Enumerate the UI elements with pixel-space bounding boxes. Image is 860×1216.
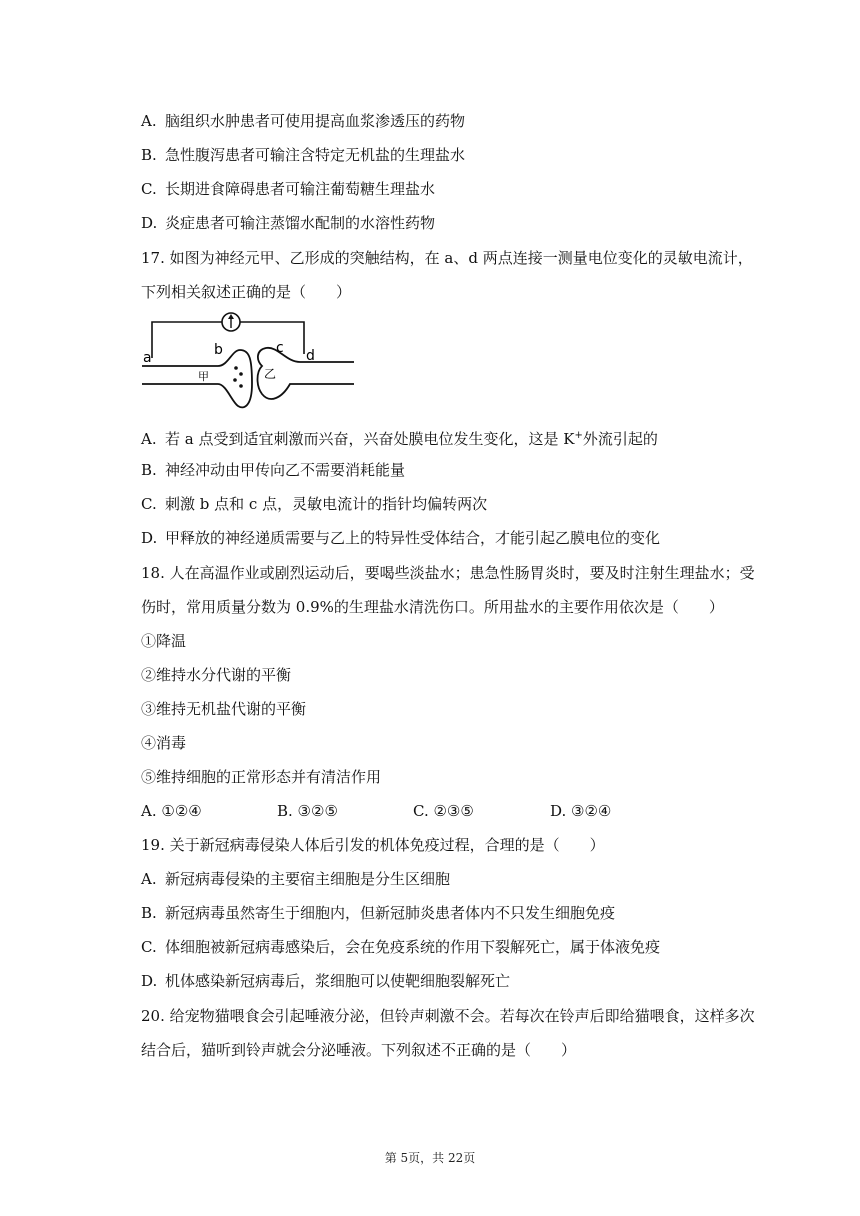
q19-stem: 19. 关于新冠病毒侵染人体后引发的机体免疫过程，合理的是（ ） (141, 836, 605, 854)
q17-stem-line2: 下列相关叙述正确的是（ ） (141, 283, 352, 301)
q17-stem-line1: 17. 如图为神经元甲、乙形成的突触结构，在 a、d 两点连接一测量电位变化的灵敏电流计， (141, 249, 753, 267)
galvanometer-icon (222, 313, 240, 331)
q19-option-d: D. 机体感染新冠病毒后，浆细胞可以使靶细胞裂解死亡 (141, 972, 511, 990)
synaptic-vesicle (233, 378, 237, 382)
q17-option-b: B. 神经冲动由甲传向乙不需要消耗能量 (141, 461, 406, 479)
label-jia: 甲 (198, 370, 209, 383)
q20-stem-line2: 结合后，猫听到铃声就会分泌唾液。下列叙述不正确的是（ ） (141, 1041, 577, 1059)
q19-option-b: B. 新冠病毒虽然寄生于细胞内，但新冠肺炎患者体内不只发生细胞免疫 (141, 904, 616, 922)
q17-option-d: D. 甲释放的神经递质需要与乙上的特异性受体结合，才能引起乙膜电位的变化 (141, 529, 661, 547)
q16-option-c: C. 长期进食障碍患者可输注葡萄糖生理盐水 (141, 180, 436, 198)
q18-option-a: A. ①②④ (141, 802, 202, 820)
q18-item-3: ③维持无机盐代谢的平衡 (141, 700, 307, 718)
q18-item-1: ①降温 (141, 632, 187, 650)
q18-option-b: B. ③②⑤ (277, 802, 338, 820)
synapse-diagram (140, 310, 366, 412)
q16-option-d: D. 炎症患者可输注蒸馏水配制的水溶性药物 (141, 214, 436, 232)
q18-item-5: ⑤维持细胞的正常形态并有清洁作用 (141, 768, 382, 786)
q18-stem-line2: 伤时，常用质量分数为 0.9%的生理盐水清洗伤口。所用盐水的主要作用依次是（ ） (141, 598, 724, 616)
label-d: d (306, 348, 315, 364)
q16-option-b: B. 急性腹泻患者可输注含特定无机盐的生理盐水 (141, 146, 466, 164)
label-c: c (276, 340, 284, 356)
q18-stem-line1: 18. 人在高温作业或剧烈运动后，要喝些淡盐水；患急性肠胃炎时，要及时注射生理盐水；受 (141, 564, 755, 582)
q19-option-a: A. 新冠病毒侵染的主要宿主细胞是分生区细胞 (141, 870, 451, 888)
q19-option-c: C. 体细胞被新冠病毒感染后，会在免疫系统的作用下裂解死亡，属于体液免疫 (141, 938, 661, 956)
q17-option-a: A. 若 a 点受到适宜刺激而兴奋，兴奋处膜电位发生变化，这是 K+外流引起的 (141, 430, 658, 448)
label-yi: 乙 (264, 367, 277, 381)
q18-option-d: D. ③②④ (550, 802, 612, 820)
label-b: b (214, 342, 223, 358)
label-a: a (143, 350, 152, 366)
q18-option-c: C. ②③⑤ (413, 802, 474, 820)
q20-stem-line1: 20. 给宠物猫喂食会引起唾液分泌，但铃声刺激不会。若每次在铃声后即给猫喂食，这样多次 (141, 1007, 755, 1025)
page-footer: 第 5页，共 22页 (384, 1151, 476, 1165)
synaptic-vesicle (234, 366, 238, 370)
q18-item-4: ④消毒 (141, 734, 187, 752)
synaptic-vesicle (239, 384, 243, 388)
synaptic-vesicle (239, 372, 243, 376)
q17-option-c: C. 刺激 b 点和 c 点，灵敏电流计的指针均偏转两次 (141, 495, 488, 513)
q16-option-a: A. 脑组织水肿患者可使用提高血浆渗透压的药物 (141, 112, 466, 130)
q18-item-2: ②维持水分代谢的平衡 (141, 666, 292, 684)
